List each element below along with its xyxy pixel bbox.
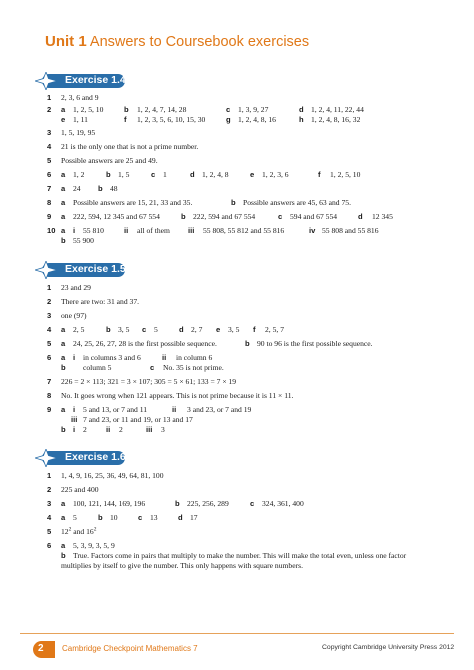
part-letter: c	[250, 499, 255, 508]
part-letter: a	[61, 353, 66, 362]
part-letter: c	[138, 513, 143, 522]
part-letter: b	[175, 499, 180, 508]
answer-text: 225, 256, 289	[187, 499, 229, 508]
part-letter: a	[61, 325, 66, 334]
subpart-numeral: i	[73, 226, 76, 235]
part-letter: g	[226, 115, 231, 124]
answer-text: No. 35 is not prime.	[163, 363, 224, 372]
part-letter: b	[98, 513, 103, 522]
part-letter: b	[245, 339, 250, 348]
part-letter: e	[250, 170, 255, 179]
part-letter: b	[61, 236, 66, 245]
answer-text: 2, 5	[73, 325, 85, 334]
answer-text: 55 900	[73, 236, 94, 245]
answer-text: 55 808 and 55 816	[322, 226, 379, 235]
part-letter: a	[61, 170, 66, 179]
page-title	[45, 33, 309, 50]
part-letter: f	[124, 115, 127, 124]
answer-text: 55 808, 55 812 and 55 816	[203, 226, 285, 235]
unit-label: Unit 1	[45, 33, 87, 50]
part-letter: c	[150, 363, 155, 372]
part-letter: a	[61, 541, 66, 550]
question-number: 3	[47, 311, 52, 320]
answer-text: No. It goes wrong when 121 appears. This is not prime because it is 11 × 11.	[61, 391, 294, 400]
question-number: 5	[47, 339, 52, 348]
answer-text: 55 810	[83, 226, 104, 235]
part-letter: f	[318, 170, 321, 179]
exercise-label: Exercise 1.4	[65, 73, 126, 86]
part-letter: a	[61, 226, 66, 235]
answer-text: 12 345	[372, 212, 393, 221]
part-letter: b	[106, 170, 111, 179]
answer-text: 5 and 13, or 7 and 11	[83, 405, 148, 414]
part-letter: d	[358, 212, 363, 221]
answer-text: 1, 2, 4, 8, 16	[238, 115, 276, 124]
answer-text: 1, 11	[73, 115, 88, 124]
answer-text: 1, 2, 5, 10	[330, 170, 361, 179]
question-number: 1	[47, 93, 52, 102]
answer-text: 17	[190, 513, 198, 522]
part-letter: b	[231, 198, 236, 207]
question-number: 1	[47, 471, 52, 480]
question-number: 5	[47, 527, 52, 536]
question-number: 7	[47, 184, 52, 193]
subpart-numeral: i	[73, 425, 76, 434]
exponent: 2	[68, 526, 72, 533]
answer-text: 222, 594, 12 345 and 67 554	[73, 212, 160, 221]
answer-text: 3	[161, 425, 165, 434]
answer-text: 1, 2, 4, 8, 16, 32	[311, 115, 361, 124]
exponent: 2	[93, 526, 97, 533]
answer-text: 1, 4, 9, 16, 25, 36, 49, 64, 81, 100	[61, 471, 164, 480]
question-number: 6	[47, 170, 52, 179]
answer-text: 48	[110, 184, 118, 193]
answer-text: 226 = 2 × 113; 321 = 3 × 107; 305 = 5 × 61; 133 = 7 × 19	[61, 377, 237, 386]
star-icon	[35, 261, 65, 279]
answer-text: one (97)	[61, 311, 87, 320]
answer-text: 7 and 23, or 11 and 19, or 13 and 17	[83, 415, 193, 424]
answer-text: 225 and 400	[61, 485, 99, 494]
part-letter: c	[151, 170, 156, 179]
part-letter: a	[61, 105, 66, 114]
answer-text: 24, 25, 26, 27, 28 is the first possible sequence.	[73, 339, 217, 348]
part-letter: d	[178, 513, 183, 522]
part-letter: d	[190, 170, 195, 179]
answer-text: 1, 5	[118, 170, 130, 179]
answer-text: There are two: 31 and 37.	[61, 297, 140, 306]
part-letter: b	[61, 363, 66, 372]
part-letter: b	[106, 325, 111, 334]
answer-text: 1, 2, 4, 8	[202, 170, 229, 179]
answer-text: 222, 594 and 67 554	[193, 212, 256, 221]
part-letter: a	[61, 198, 66, 207]
page-number-tab	[33, 641, 55, 658]
answer-text: 1, 2, 5, 10	[73, 105, 104, 114]
answer-text: Possible answers are 45, 63 and 75.	[243, 198, 351, 207]
part-letter: b	[61, 551, 66, 560]
exercise-label: Exercise 1.6	[65, 450, 126, 463]
question-number: 10	[47, 226, 56, 235]
question-number: 4	[47, 142, 52, 151]
answer-text: 1	[163, 170, 167, 179]
exercise-heading	[35, 72, 127, 90]
answer-text: 90 to 96 is the first possible sequence.	[257, 339, 373, 348]
question-number: 6	[47, 353, 52, 362]
answer-text: Possible answers are 25 and 49.	[61, 156, 158, 165]
answer-text	[61, 528, 96, 536]
part-letter: a	[61, 184, 66, 193]
subpart-numeral: ii	[106, 425, 111, 434]
answer-text: True. Factors come in pairs that multiply to make the number. This will make the total even, unless one factor	[73, 551, 407, 560]
answer-text: 21 is the only one that is not a prime number.	[61, 142, 199, 151]
answer-text: 5, 3, 9, 3, 5, 9	[73, 541, 115, 550]
part-letter: a	[61, 513, 66, 522]
part-letter: a	[61, 339, 66, 348]
part-letter: a	[61, 405, 66, 414]
part-letter: b	[61, 425, 66, 434]
exercise-label: Exercise 1.5	[65, 262, 126, 275]
star-icon	[35, 72, 65, 90]
answer-text: 23 and 29	[61, 283, 91, 292]
part-letter: c	[278, 212, 283, 221]
answer-text: 1, 2, 3, 6	[262, 170, 289, 179]
answer-text: 1, 2, 4, 11, 22, 44	[311, 105, 364, 114]
subpart-numeral: iii	[188, 226, 195, 235]
answer-text: 3, 5	[228, 325, 240, 334]
question-number: 6	[47, 541, 52, 550]
answer-text: 2, 7	[191, 325, 203, 334]
question-number: 2	[47, 105, 52, 114]
answer-text: 594 and 67 554	[290, 212, 338, 221]
answer-text: 3, 5	[118, 325, 130, 334]
answer-text: 3 and 23, or 7 and 19	[187, 405, 252, 414]
answer-text: 324, 361, 400	[262, 499, 304, 508]
subpart-numeral: i	[73, 353, 76, 362]
answer-text: 10	[110, 513, 118, 522]
book-title: Cambridge Checkpoint Mathematics 7	[62, 644, 198, 653]
question-number: 9	[47, 405, 52, 414]
subpart-numeral: iii	[146, 425, 153, 434]
subpart-numeral: i	[73, 405, 76, 414]
question-number: 5	[47, 156, 52, 165]
base-number: and 16	[71, 527, 94, 536]
answer-text: 5	[73, 513, 77, 522]
subpart-numeral: ii	[124, 226, 129, 235]
answer-text: Possible answers are 15, 21, 33 and 35.	[73, 198, 193, 207]
part-letter: a	[61, 499, 66, 508]
answer-text: 100, 121, 144, 169, 196	[73, 499, 146, 508]
question-number: 4	[47, 513, 52, 522]
answer-text: 1, 2, 4, 7, 14, 28	[137, 105, 187, 114]
copyright-notice: Copyright Cambridge University Press 2012	[322, 644, 455, 651]
title-text: Answers to Coursebook exercises	[89, 34, 310, 50]
part-letter: f	[253, 325, 256, 334]
question-number: 2	[47, 485, 52, 494]
star-icon	[35, 449, 65, 467]
answer-text: 1, 2, 3, 5, 6, 10, 15, 30	[137, 115, 206, 124]
part-letter: c	[142, 325, 147, 334]
answer-text: in column 6	[176, 353, 213, 362]
question-number: 3	[47, 128, 52, 137]
answer-text: 2	[83, 425, 87, 434]
answer-text: 1, 5, 19, 95	[61, 128, 96, 137]
part-letter: c	[226, 105, 231, 114]
subpart-numeral: ii	[162, 353, 167, 362]
answer-text: multiplies by itself to give the number. This only happens with square numbers.	[61, 561, 303, 570]
question-number: 7	[47, 377, 52, 386]
part-letter: b	[181, 212, 186, 221]
answer-text: 13	[150, 513, 158, 522]
answer-text: 24	[73, 184, 81, 193]
footer-rule	[20, 633, 454, 634]
answer-text: 2, 5, 7	[265, 325, 284, 334]
subpart-numeral: iii	[71, 415, 78, 424]
answer-text: in columns 3 and 6	[83, 353, 141, 362]
part-letter: b	[124, 105, 129, 114]
answer-text: 1, 3, 9, 27	[238, 105, 269, 114]
part-letter: e	[61, 115, 66, 124]
part-letter: d	[299, 105, 304, 114]
part-letter: h	[299, 115, 304, 124]
exercise-heading	[35, 261, 127, 279]
part-letter: d	[179, 325, 184, 334]
question-number: 1	[47, 283, 52, 292]
part-letter: b	[98, 184, 103, 193]
exercise-heading	[35, 449, 127, 467]
question-number: 8	[47, 198, 52, 207]
answer-text: all of them	[137, 226, 170, 235]
question-number: 8	[47, 391, 52, 400]
part-letter: a	[61, 212, 66, 221]
answer-text: 1, 2	[73, 170, 85, 179]
question-number: 2	[47, 297, 52, 306]
subpart-numeral: ii	[172, 405, 177, 414]
question-number: 4	[47, 325, 52, 334]
answer-text: 2	[119, 425, 123, 434]
part-letter: e	[216, 325, 221, 334]
subpart-numeral: iv	[309, 226, 316, 235]
base-number: 12	[61, 527, 69, 536]
question-number: 9	[47, 212, 52, 221]
question-number: 3	[47, 499, 52, 508]
answer-text: 2, 3, 6 and 9	[61, 93, 99, 102]
answer-text: 5	[154, 325, 158, 334]
answer-text: column 5	[83, 363, 112, 372]
page-number: 2	[38, 643, 44, 654]
